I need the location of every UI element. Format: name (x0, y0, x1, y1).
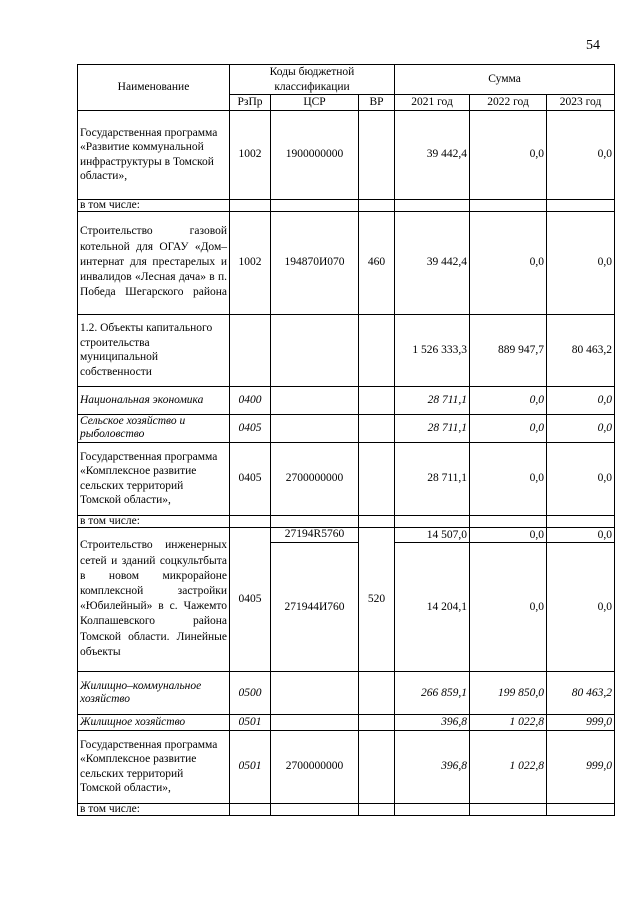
empty-cell (470, 199, 547, 211)
row-name: Государственная программа «Комплексное развитие сельских территорий Томской области», (78, 442, 230, 515)
empty-cell (230, 199, 271, 211)
row-csr: 2700000000 (271, 442, 359, 515)
row-sum-2023: 999,0 (547, 730, 615, 803)
row-name: Национальная экономика (78, 386, 230, 414)
row-name: Государственная программа «Комплексное развитие сельских территорий Томской области», (78, 730, 230, 803)
header-codes: Коды бюджетной классификации (230, 65, 395, 95)
empty-cell (395, 199, 470, 211)
table-row (78, 386, 615, 414)
row-name: в том числе: (78, 515, 230, 527)
empty-cell (271, 314, 359, 386)
empty-cell (547, 803, 615, 815)
empty-cell (547, 515, 615, 527)
empty-cell (395, 515, 470, 527)
row-vr (359, 110, 395, 199)
row-sum-2022: 0,0 (470, 211, 547, 314)
row-sum-2022: 0,0 (470, 543, 547, 672)
row-name: в том числе: (78, 803, 230, 815)
empty-cell (230, 515, 271, 527)
header-csr: ЦСР (271, 95, 359, 111)
row-csr: 2700000000 (271, 730, 359, 803)
empty-cell (271, 414, 359, 442)
row-name: Жилищно–коммунальное хозяйство (78, 672, 230, 715)
row-sum-2023: 0,0 (547, 110, 615, 199)
row-sum-2021: 39 442,4 (395, 211, 470, 314)
row-rzpr: 0405 (230, 414, 271, 442)
row-name: 1.2. Объекты капитального строительства муниципальной собственности (78, 314, 230, 386)
table-row (78, 803, 615, 815)
table-row (78, 199, 615, 211)
empty-cell (230, 314, 271, 386)
row-sum-2021: 396,8 (395, 715, 470, 731)
row-name: Сельское хозяйство и рыболовство (78, 414, 230, 442)
row-sum-2022: 1 022,8 (470, 730, 547, 803)
empty-cell (359, 442, 395, 515)
table-row (78, 211, 615, 314)
row-csr: 27194R5760 (271, 527, 359, 543)
row-sum-2021: 28 711,1 (395, 386, 470, 414)
table-row (78, 414, 615, 442)
header-2023: 2023 год (547, 95, 615, 111)
row-rzpr: 0405 (230, 442, 271, 515)
row-sum-2021: 396,8 (395, 730, 470, 803)
row-sum-2022: 889 947,7 (470, 314, 547, 386)
empty-cell (230, 803, 271, 815)
row-csr: 194870И070 (271, 211, 359, 314)
row-sum-2022: 0,0 (470, 442, 547, 515)
row-sum-2023: 0,0 (547, 211, 615, 314)
row-sum-2023: 0,0 (547, 414, 615, 442)
empty-cell (359, 199, 395, 211)
table-row (78, 730, 615, 803)
empty-cell (271, 803, 359, 815)
row-name: в том числе: (78, 199, 230, 211)
row-sum-2023: 80 463,2 (547, 314, 615, 386)
empty-cell (271, 672, 359, 715)
row-sum-2021: 28 711,1 (395, 414, 470, 442)
empty-cell (359, 803, 395, 815)
row-sum-2021: 28 711,1 (395, 442, 470, 515)
empty-cell (359, 414, 395, 442)
empty-cell (359, 515, 395, 527)
header-row-1 (78, 65, 615, 95)
row-rzpr: 0500 (230, 672, 271, 715)
header-name: Наименование (78, 65, 230, 111)
empty-cell (271, 199, 359, 211)
empty-cell (359, 672, 395, 715)
table-row (78, 314, 615, 386)
row-sum-2022: 199 850,0 (470, 672, 547, 715)
budget-table (77, 64, 615, 816)
row-rzpr: 1002 (230, 110, 271, 199)
empty-cell (271, 515, 359, 527)
row-vr: 520 (359, 527, 395, 672)
row-sum-2021: 14 204,1 (395, 543, 470, 672)
row-sum-2022: 0,0 (470, 527, 547, 543)
empty-cell (359, 314, 395, 386)
header-2022: 2022 год (470, 95, 547, 111)
row-sum-2023: 0,0 (547, 442, 615, 515)
empty-cell (359, 715, 395, 731)
row-sum-2022: 0,0 (470, 110, 547, 199)
row-name: Строительство инженерных сетей и зданий соцкультбыта в новом микрорайоне комплексной застройки «Юбилейный» в с. Чажемто Колпашевского района Томской области. Линейные объекты (78, 527, 230, 672)
row-sum-2022: 1 022,8 (470, 715, 547, 731)
table-row (78, 442, 615, 515)
table-row (78, 527, 615, 543)
empty-cell (359, 730, 395, 803)
empty-cell (470, 803, 547, 815)
row-vr: 460 (359, 211, 395, 314)
table-row (78, 515, 615, 527)
row-sum-2023: 0,0 (547, 527, 615, 543)
row-sum-2022: 0,0 (470, 386, 547, 414)
empty-cell (359, 386, 395, 414)
row-sum-2023: 999,0 (547, 715, 615, 731)
empty-cell (271, 386, 359, 414)
empty-cell (271, 715, 359, 731)
row-rzpr: 1002 (230, 211, 271, 314)
row-sum-2023: 0,0 (547, 386, 615, 414)
row-rzpr: 0501 (230, 730, 271, 803)
header-sum: Сумма (395, 65, 615, 95)
row-sum-2021: 39 442,4 (395, 110, 470, 199)
row-csr: 271944И760 (271, 543, 359, 672)
table-row (78, 715, 615, 731)
header-vr: ВР (359, 95, 395, 111)
empty-cell (547, 199, 615, 211)
row-name: Жилищное хозяйство (78, 715, 230, 731)
table-row (78, 110, 615, 199)
row-rzpr: 0501 (230, 715, 271, 731)
header-2021: 2021 год (395, 95, 470, 111)
table-row (78, 672, 615, 715)
row-sum-2022: 0,0 (470, 414, 547, 442)
empty-cell (395, 803, 470, 815)
row-name: Строительство газовой котельной для ОГАУ «Дом–интернат для престарелых и инвалидов «Лесная дача» в п. Победа Шегарского района (78, 211, 230, 314)
row-sum-2023: 80 463,2 (547, 672, 615, 715)
row-csr: 1900000000 (271, 110, 359, 199)
header-rzpr: РзПр (230, 95, 271, 111)
row-sum-2021: 14 507,0 (395, 527, 470, 543)
row-rzpr: 0405 (230, 527, 271, 672)
page-number: 54 (586, 38, 600, 53)
empty-cell (470, 515, 547, 527)
row-name: Государственная программа «Развитие коммунальной инфраструктуры в Томской области», (78, 110, 230, 199)
row-sum-2021: 266 859,1 (395, 672, 470, 715)
row-sum-2021: 1 526 333,3 (395, 314, 470, 386)
row-sum-2023: 0,0 (547, 543, 615, 672)
row-rzpr: 0400 (230, 386, 271, 414)
